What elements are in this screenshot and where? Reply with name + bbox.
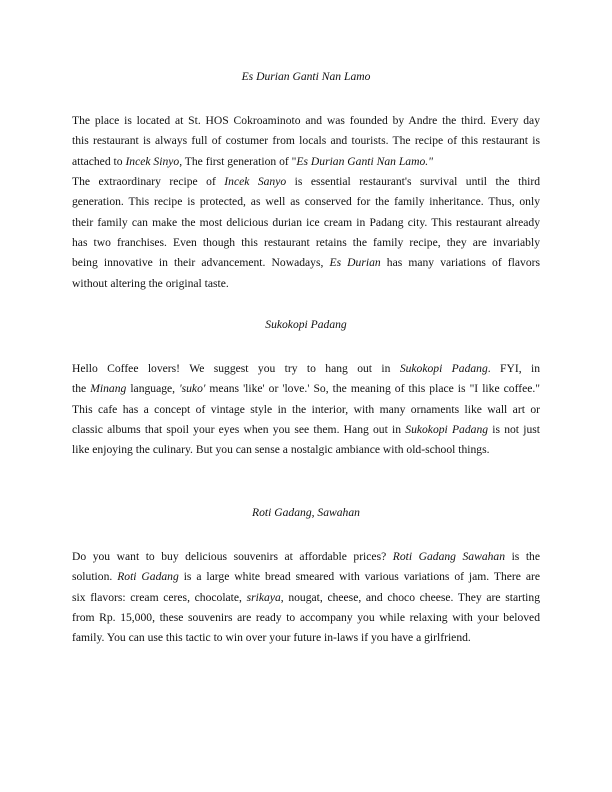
text-run: This cafe has a concept of vintage style in the interior, with many ornaments like wall art or (72, 402, 540, 416)
text-line (72, 400, 540, 420)
text-run: solution. (72, 570, 118, 584)
italic-text: Minang (90, 382, 127, 396)
text-run: has two franchises. Even though this restaurant retains the family recipe, they are invariably (72, 236, 540, 250)
text-run: has many variations of flavors (380, 256, 540, 270)
italic-text: Incek Sanyo (224, 175, 287, 189)
text-line (72, 213, 540, 233)
text-run: family. You can use this tactic to win over your future in-laws if you have a girlfriend. (72, 631, 471, 645)
text-line (72, 547, 540, 567)
text-line (72, 608, 540, 628)
text-line (72, 131, 540, 151)
italic-text: Sukokopi Padang (399, 362, 488, 375)
text-run: Do you want to buy delicious souvenirs at affordable prices? (72, 550, 393, 563)
section-title-roti-gadang: Roti Gadang, Sawahan (252, 506, 360, 519)
text-run: without altering the original taste. (72, 276, 229, 290)
text-run: language, (126, 382, 180, 396)
text-line (72, 420, 540, 440)
text-run: the (72, 382, 91, 396)
paragraph-sukokopi (72, 359, 540, 461)
italic-text: 'suko' (179, 382, 206, 396)
text-run: , The first generation of " (179, 154, 297, 168)
text-line (72, 274, 540, 294)
text-line (72, 440, 540, 460)
text-run: The place is located at St. HOS Cokroaminoto and was founded by Andre the third. Every day (72, 114, 540, 127)
text-run: six flavors: cream ceres, chocolate, (72, 590, 247, 604)
text-line (72, 172, 540, 192)
text-run: from Rp. 15,000, these souvenirs are ready to accompany you while relaxing with your beloved (72, 611, 540, 625)
text-run: classic albums that spoil your eyes when you see them. Hang out in (72, 423, 406, 437)
text-run: Hello Coffee lovers! We suggest you try to hang out in (72, 362, 400, 375)
text-run: generation. This recipe is protected, as well as conserved for the family inheritance. Thus, only (72, 195, 540, 209)
italic-text: Roti Gadang (117, 570, 179, 584)
text-run: means 'like' or 'love.' So, the meaning of this place is "I like coffee." (205, 382, 540, 396)
section-title-sukokopi: Sukokopi Padang (265, 318, 347, 331)
text-line (72, 379, 540, 399)
text-run: is the (505, 550, 540, 563)
text-line (72, 588, 540, 608)
text-run: The extraordinary recipe of (72, 175, 225, 189)
italic-text: Sukokopi Padang (405, 423, 489, 437)
text-run: is a large white bread smeared with various variations of jam. There are (178, 570, 540, 584)
text-line (72, 233, 540, 253)
paragraph-es-durian (72, 111, 540, 294)
text-run: attached to (72, 154, 126, 168)
section-title-es-durian: Es Durian Ganti Nan Lamo (241, 70, 371, 83)
italic-text: srikaya (246, 590, 281, 604)
text-run: this restaurant is always full of costumer from locals and tourists. The recipe of this restaurant is (72, 134, 540, 148)
text-line (72, 253, 540, 273)
text-run: , nougat, cheese, and choco cheese. They are starting (280, 590, 540, 604)
text-line (72, 152, 540, 172)
text-run: like enjoying the culinary. But you can sense a nostalgic ambiance with old-school things. (72, 443, 490, 457)
text-line (72, 628, 540, 648)
text-run: their family can make the most delicious durian ice cream in Padang city. This restaurant already (72, 215, 540, 229)
italic-text: Incek Sinyo (125, 154, 180, 168)
text-run: is not just (488, 423, 540, 437)
italic-text: Roti Gadang Sawahan (392, 550, 506, 563)
text-line (72, 111, 540, 131)
text-run: . FYI, in (487, 362, 540, 375)
text-run: being innovative in their advancement. Nowadays, (72, 256, 330, 270)
text-line (72, 567, 540, 587)
text-line (72, 192, 540, 212)
text-run: is essential restaurant's survival until the third (286, 175, 540, 189)
italic-text: Es Durian Ganti Nan Lamo." (296, 154, 434, 168)
paragraph-roti-gadang (72, 547, 540, 649)
italic-text: Es Durian (329, 256, 381, 270)
text-line (72, 359, 540, 379)
